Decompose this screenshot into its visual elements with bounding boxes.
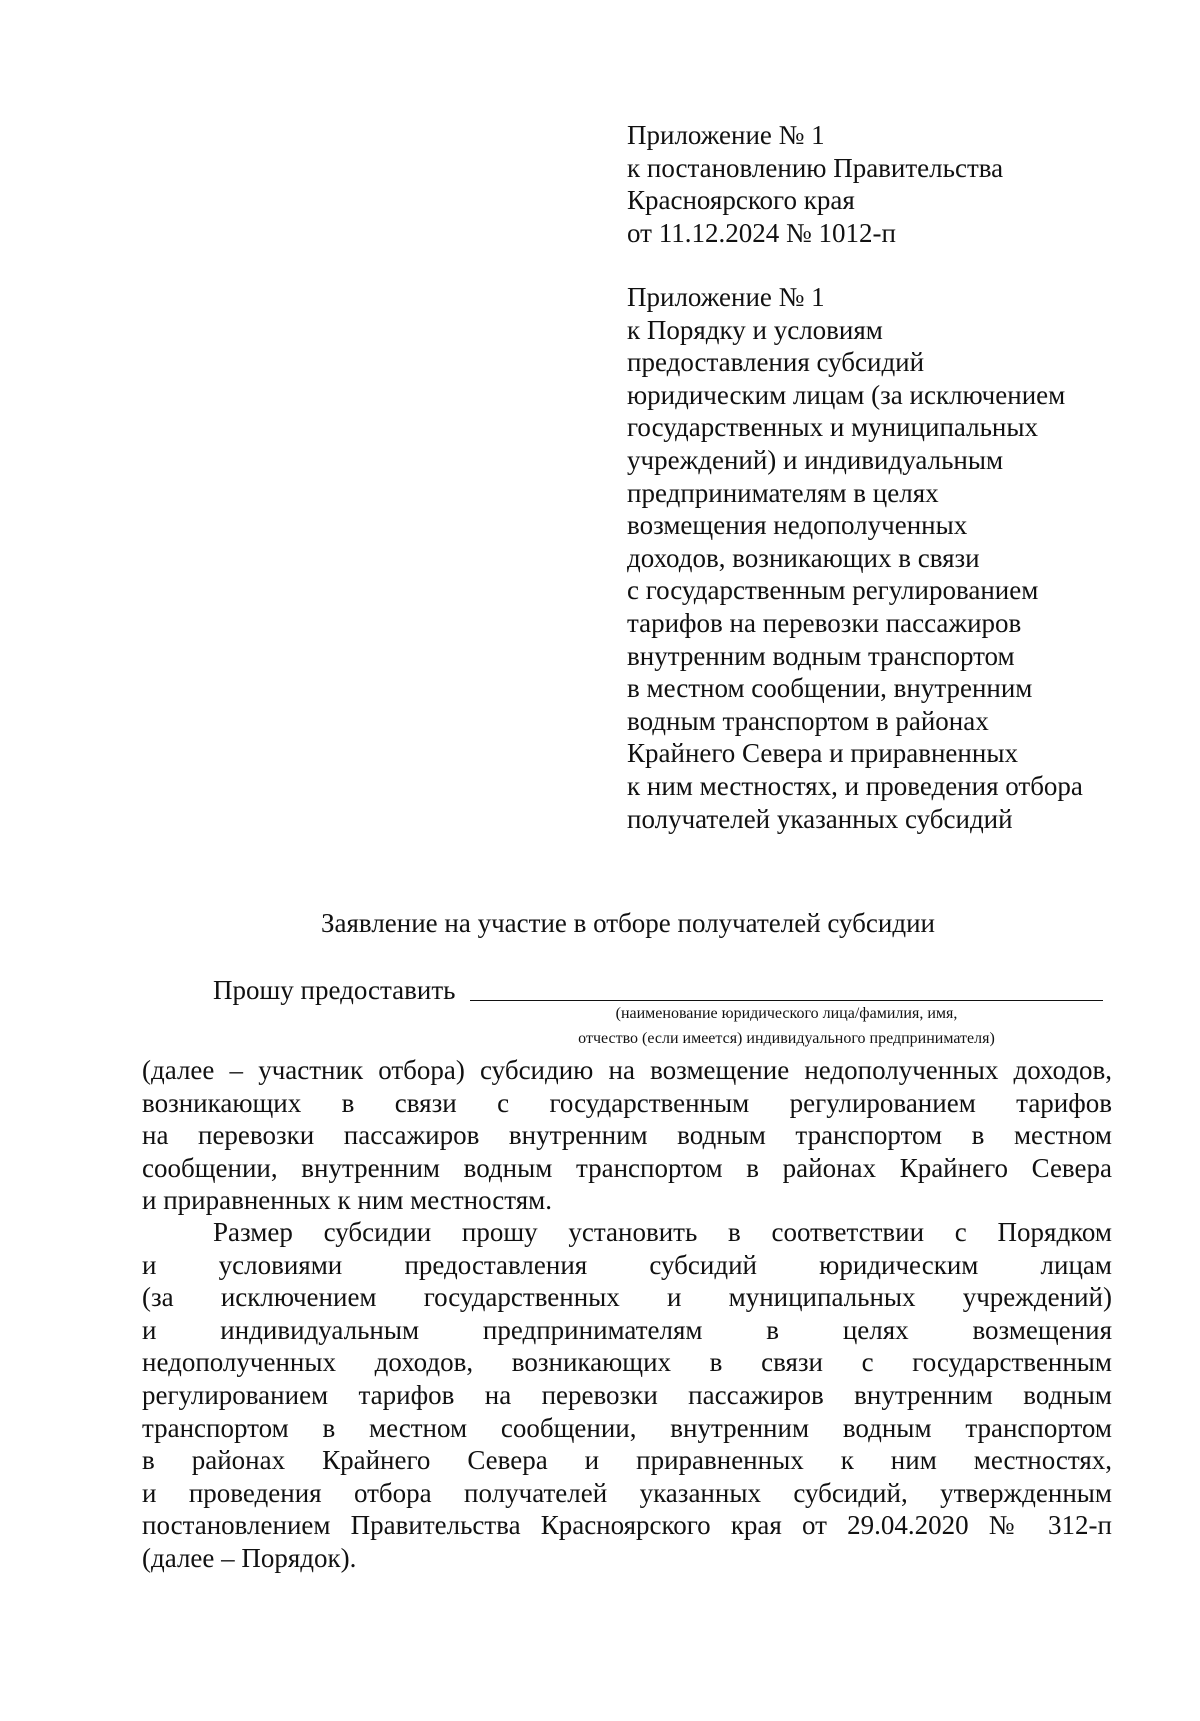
appendix-line: к Порядку и условиям — [627, 314, 883, 345]
appendix-line: к ним местностях, и проведения отбора — [627, 770, 1083, 801]
appendix-line: юридическим лицам (за исключением — [627, 379, 1066, 410]
paragraph-line: и проведения отбора получателей указанных субсидий, утвержденным — [142, 1477, 1112, 1508]
paragraph-line: и индивидуальным предпринимателям в целях возмещения — [142, 1314, 1112, 1345]
paragraph-line: Размер субсидии прошу установить в соответствии с Порядком — [213, 1217, 1112, 1247]
paragraph-line: и условиями предоставления субсидий юридическим лицам — [142, 1249, 1112, 1280]
appendix-line: Крайнего Севера и приравненных — [627, 738, 1018, 769]
appendix-line: учреждений) и индивидуальным — [627, 444, 1004, 475]
appendix-line: государственных и муниципальных — [627, 412, 1038, 443]
appendix-line: доходов, возникающих в связи — [627, 542, 980, 573]
appendix-line: Приложение № 1 — [627, 282, 825, 312]
paragraph-line: постановлением Правительства Красноярского края от 29.04.2020 № 312-п — [142, 1510, 1112, 1541]
field-caption: (наименование юридического лица/фамилия, имя, — [615, 1005, 958, 1022]
paragraph-line: (далее – Порядок). — [142, 1542, 357, 1573]
appendix-line: Приложение № 1 — [627, 120, 825, 150]
appendix-procedure-header — [627, 281, 1147, 835]
paragraph-line: (за исключением государственных и муниципальных учреждений) — [142, 1282, 1112, 1313]
appendix-line: водным транспортом в районах — [627, 705, 989, 736]
appendix-line: получателей указанных субсидий — [627, 803, 1013, 834]
appendix-line: предпринимателям в целях — [627, 477, 939, 508]
appendix-line: предоставления субсидий — [627, 347, 925, 378]
document-title: Заявление на участие в отборе получателей субсидии — [321, 908, 935, 938]
paragraph-line: (далее – участник отбора) субсидию на возмещение недополученных доходов, — [142, 1055, 1112, 1085]
appendix-line: тарифов на перевозки пассажиров — [627, 607, 1022, 638]
paragraph-line: в районах Крайнего Севера и приравненных к ним местностях, — [142, 1445, 1112, 1476]
appendix-line: Красноярского края — [627, 185, 855, 216]
paragraph-request — [142, 1054, 1112, 1217]
paragraph-line: недополученных доходов, возникающих в связи с государственным — [142, 1347, 1112, 1378]
request-label: Прошу предоставить — [213, 975, 456, 1005]
paragraph-subsidy-size — [142, 1216, 1112, 1575]
paragraph-line: на перевозки пассажиров внутренним водным транспортом в местном — [142, 1120, 1112, 1151]
applicant-name-fill-line[interactable] — [470, 1000, 1103, 1001]
appendix-government-header — [627, 119, 1147, 249]
appendix-line: с государственным регулированием — [627, 575, 1039, 606]
appendix-line: к постановлению Правительства — [627, 152, 1004, 183]
paragraph-line: возникающих в связи с государственным регулированием тарифов — [142, 1087, 1112, 1118]
paragraph-line: регулированием тарифов на перевозки пассажиров внутренним водным — [142, 1379, 1112, 1410]
paragraph-line: и приравненных к ним местностям. — [142, 1185, 552, 1216]
paragraph-line: сообщении, внутренним водным транспортом в районах Крайнего Севера — [142, 1152, 1112, 1183]
appendix-line: внутренним водным транспортом — [627, 640, 1015, 671]
appendix-line: возмещения недополученных — [627, 510, 968, 541]
field-caption: отчество (если имеется) индивидуального предпринимателя) — [578, 1030, 995, 1047]
paragraph-line: транспортом в местном сообщении, внутренним водным транспортом — [142, 1412, 1112, 1443]
appendix-line: от 11.12.2024 № 1012-п — [627, 217, 896, 248]
appendix-line: в местном сообщении, внутренним — [627, 673, 1033, 704]
